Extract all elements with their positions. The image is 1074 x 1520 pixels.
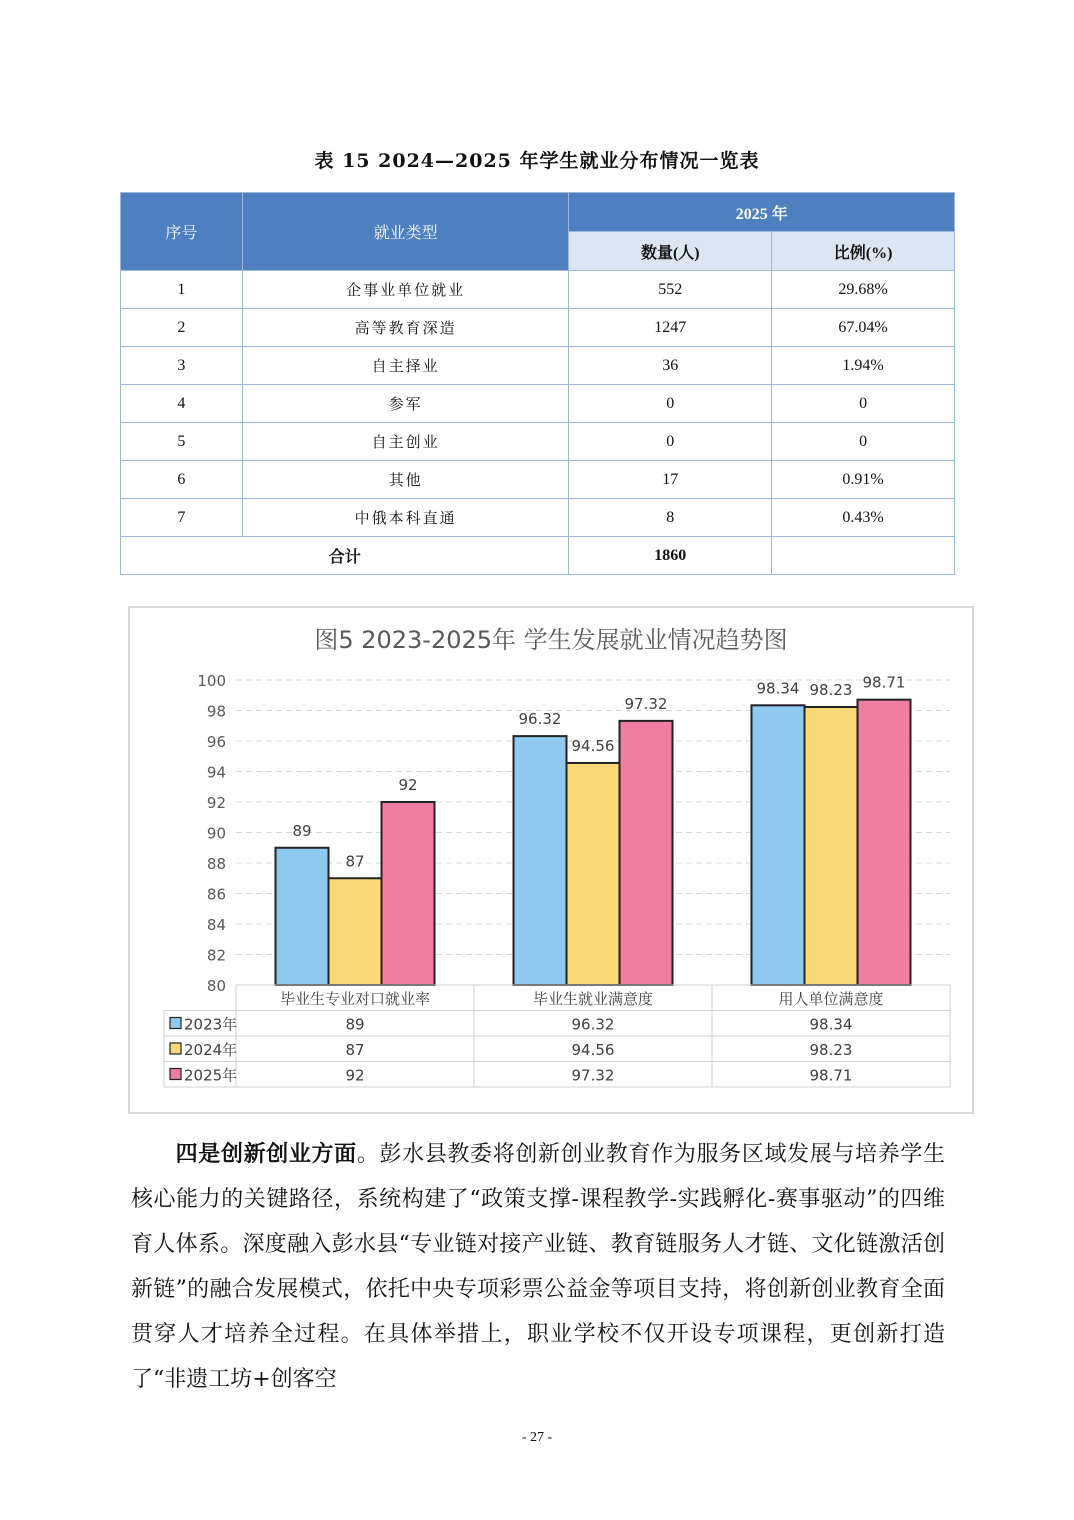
body-paragraph — [131, 1132, 945, 1402]
y-tick-label: 92 — [206, 794, 226, 812]
cell-type: 自主创业 — [242, 423, 569, 461]
cell-seq: 3 — [121, 347, 243, 385]
cell-count: 552 — [569, 271, 772, 309]
paragraph-lead: 四是创新创业方面 — [175, 1141, 357, 1167]
cell-seq: 5 — [121, 423, 243, 461]
y-tick-label: 98 — [206, 702, 226, 721]
y-tick-label: 96 — [206, 733, 226, 751]
cell-count: 17 — [569, 461, 772, 499]
bar — [752, 705, 805, 985]
legend-label: 2025年 — [184, 1066, 238, 1085]
cell-type: 参军 — [242, 385, 569, 423]
cell-ratio: 0.43% — [772, 499, 955, 537]
table-row — [121, 271, 955, 309]
y-tick-label: 88 — [206, 855, 226, 873]
cell-ratio: 29.68% — [772, 271, 955, 309]
legend-swatch — [170, 1069, 181, 1080]
y-tick-label: 100 — [197, 672, 226, 690]
cell-seq: 2 — [121, 309, 243, 347]
cell-seq: 4 — [121, 385, 243, 423]
table-value: 87 — [345, 1041, 365, 1059]
bar — [382, 802, 435, 985]
header-count: 数量(人) — [569, 232, 772, 271]
data-label: 98.34 — [756, 679, 800, 698]
table-row — [121, 385, 955, 423]
total-label: 合计 — [121, 537, 569, 575]
page-number: - 27 - — [521, 1430, 553, 1445]
cell-ratio: 0 — [772, 385, 955, 423]
y-tick-label: 90 — [206, 824, 226, 843]
data-label: 92 — [398, 776, 418, 794]
trend-chart — [128, 606, 974, 1114]
cell-ratio: 1.94% — [772, 347, 955, 385]
data-label: 96.32 — [518, 710, 562, 729]
table-value: 98.23 — [809, 1041, 853, 1059]
cell-ratio: 0 — [772, 423, 955, 461]
table-row — [121, 347, 955, 385]
bar — [620, 721, 673, 985]
table-value: 97.32 — [571, 1066, 615, 1085]
bar — [567, 763, 620, 985]
table-row — [121, 461, 955, 499]
y-tick-label: 84 — [206, 916, 226, 934]
table-title: 表 15 2024—2025 年学生就业分布情况一览表 — [314, 150, 760, 172]
category-label: 毕业生专业对口就业率 — [279, 990, 431, 1008]
header-ratio: 比例(%) — [772, 232, 955, 271]
chart-svg — [130, 608, 972, 1112]
legend-label: 2023年 — [184, 1015, 238, 1034]
cell-ratio: 0.91% — [772, 461, 955, 499]
y-tick-label: 82 — [206, 946, 226, 965]
cell-seq: 6 — [121, 461, 243, 499]
bar — [858, 700, 911, 985]
table-value: 96.32 — [571, 1015, 615, 1034]
y-tick-label: 80 — [206, 977, 226, 995]
y-tick-label: 94 — [206, 763, 226, 782]
cell-type: 自主择业 — [242, 347, 569, 385]
y-tick-label: 86 — [206, 885, 226, 904]
cell-count: 0 — [569, 385, 772, 423]
legend-label: 2024年 — [184, 1041, 238, 1059]
data-label: 98.71 — [862, 673, 906, 692]
table-row — [121, 499, 955, 537]
header-year: 2025 年 — [569, 193, 955, 232]
table-value: 94.56 — [571, 1041, 615, 1059]
table-value: 98.34 — [809, 1015, 853, 1034]
legend-swatch — [170, 1018, 181, 1029]
header-type: 就业类型 — [242, 193, 569, 271]
cell-type: 其他 — [242, 461, 569, 499]
cell-ratio: 67.04% — [772, 309, 955, 347]
cell-count: 8 — [569, 499, 772, 537]
cell-seq: 7 — [121, 499, 243, 537]
data-label: 89 — [292, 821, 312, 840]
category-label: 用人单位满意度 — [778, 990, 884, 1008]
cell-type: 企事业单位就业 — [242, 271, 569, 309]
legend-swatch — [170, 1043, 181, 1054]
table-value: 98.71 — [809, 1066, 853, 1085]
data-label: 87 — [345, 852, 365, 871]
cell-count: 1247 — [569, 309, 772, 347]
employment-table — [120, 192, 955, 575]
table-row — [121, 423, 955, 461]
bar — [805, 707, 858, 985]
table-value: 92 — [345, 1066, 365, 1085]
cell-type: 高等教育深造 — [242, 309, 569, 347]
cell-count: 0 — [569, 423, 772, 461]
header-seq: 序号 — [121, 193, 243, 271]
total-ratio — [772, 537, 955, 575]
table-row — [121, 309, 955, 347]
chart-title: 图5 2023-2025年 学生发展就业情况趋势图 — [314, 626, 788, 654]
category-label: 毕业生就业满意度 — [532, 990, 654, 1008]
cell-type: 中俄本科直通 — [242, 499, 569, 537]
cell-count: 36 — [569, 347, 772, 385]
bar — [514, 736, 567, 985]
data-label: 98.23 — [809, 680, 853, 699]
paragraph-body: 。彭水县教委将创新创业教育作为服务区域发展与培养学生核心能力的关键路径，系统构建了“政策支撑-课程教学-实践孵化-赛事驱动”的四维育人体系。深度融入彭水县“专业链对接产业链、教育链服务人才链、文化链激活创新链”的融合发展模式，依托中央专项彩票公益金等项目支持，将创新创业教育全面贯穿人才培养全过程。在具体举措上，职业学校不仅开设专项课程，更创新打造了“非遗工坊+创客空 — [131, 1142, 945, 1392]
total-row — [121, 537, 955, 575]
total-count: 1860 — [569, 537, 772, 575]
bar — [276, 848, 329, 985]
data-label: 94.56 — [571, 736, 615, 755]
table-value: 89 — [345, 1015, 365, 1034]
data-label: 97.32 — [624, 694, 668, 713]
bar — [329, 878, 382, 985]
cell-seq: 1 — [121, 271, 243, 309]
